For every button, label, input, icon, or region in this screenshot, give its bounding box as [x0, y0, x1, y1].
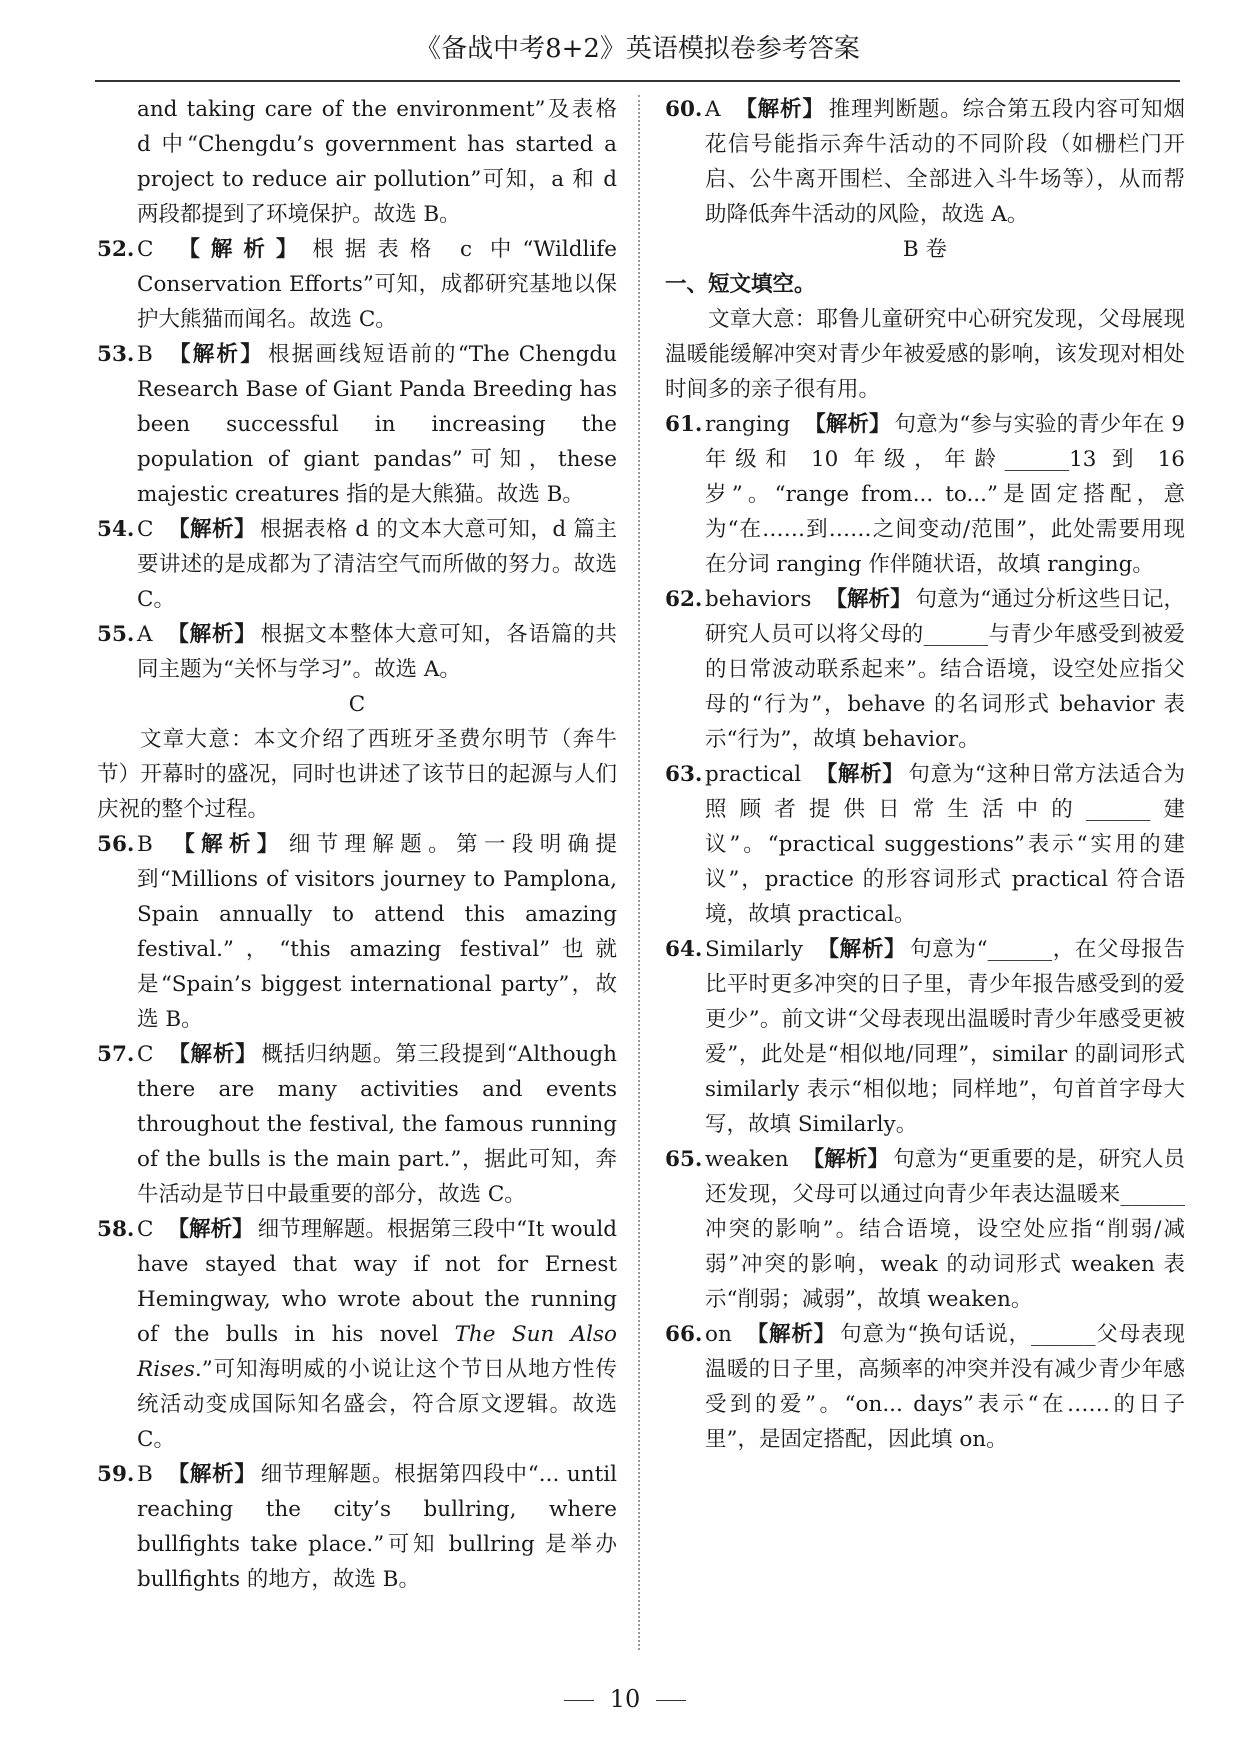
analysis-tag: 【解析】	[167, 1042, 258, 1067]
analysis-tag: 【解析】	[802, 1147, 890, 1172]
analysis-tag: 【解析】	[166, 832, 285, 857]
section-heading-b: B 卷	[902, 237, 948, 262]
question-number: 54.	[97, 517, 135, 542]
answer: A	[137, 622, 153, 647]
analysis-tag: 【解析】	[166, 1462, 257, 1487]
answer: ranging	[705, 412, 791, 437]
question-64	[665, 932, 1185, 1142]
column-divider	[638, 95, 640, 1650]
answer: C	[137, 1042, 154, 1067]
article-summary-b: 文章大意：耶鲁儿童研究中心研究发现，父母展现温暖能缓解冲突对青少年被爱感的影响，该发现对相处时间多的亲子很有用。	[665, 307, 1185, 402]
continued-paragraph: and taking care of the environment”及表格 d 中“Chengdu’s government has started a project to reduce air pollution”可知，a 和 d 两段都提到了环境保护。故选 B。	[137, 97, 617, 227]
explanation-end: .”可知海明威的小说让这个节日从地方性传统活动变成国际知名盛会，符合原文逻辑。故选 C。	[137, 1357, 617, 1452]
question-number: 61.	[665, 412, 703, 437]
explanation: 句意为“参与实验的青少年在 9 年级和 10 年级，年龄______13 到 16 岁”。“range from... to...”是固定搭配，意为“在……到……之间变动/范围”，此处需要用现在分词 ranging 作伴随状语，故填 ranging。	[705, 412, 1185, 577]
explanation: 句意为“______，在父母报告比平时更多冲突的日子里，青少年报告感受到的爱更少”。前文讲“父母表现出温暖时青少年感受更被爱”，此处是“相似地/同理”，similar 的副词形式 similarly 表示“相似地；同样地”，句首首字母大写，故填 Similarly。	[705, 937, 1185, 1137]
analysis-tag: 【解析】	[166, 342, 264, 367]
analysis-tag: 【解析】	[167, 1217, 254, 1242]
question-number: 64.	[665, 937, 703, 962]
question-60	[665, 92, 1185, 232]
question-53	[97, 337, 617, 512]
analysis-tag: 【解析】	[166, 622, 257, 647]
explanation: 细节理解题。根据第四段中“... until reaching the city’s bullring, where bullfights take place.”可知 bullring 是举办 bullfights 的地方，故选 B。	[137, 1462, 617, 1592]
answer: behaviors	[705, 587, 812, 612]
explanation: 细节理解题。第一段明确提到“Millions of visitors journey to Pamplona, Spain annually to attend this amazing festival.”，“this amazing festival”也就是“Spain’s biggest international party”，故选 B。	[137, 832, 617, 1032]
question-65	[665, 1142, 1185, 1317]
question-number: 59.	[97, 1462, 135, 1487]
explanation: 句意为“通过分析这些日记，研究人员可以将父母的______与青少年感受到被爱的日常波动联系起来”。结合语境，设空处应指父母的“行为”，behave 的名词形式 behavior 表示“行为”，故填 behavior。	[705, 587, 1185, 752]
explanation: 概括归纳题。第三段提到“Although there are many activities and events throughout the festival, the famous running of the bulls is the main part.”，据此可知，奔牛活动是节日中最重要的部分，故选 C。	[137, 1042, 617, 1207]
question-52	[97, 232, 617, 337]
header-title: 《备战中考8+2》英语模拟卷参考答案	[415, 34, 860, 64]
answer: weaken	[705, 1147, 789, 1172]
question-54	[97, 512, 617, 617]
answer: B	[137, 1462, 153, 1487]
question-56	[97, 827, 617, 1037]
question-62	[665, 582, 1185, 757]
answer: A	[705, 97, 721, 122]
question-number: 57.	[97, 1042, 135, 1067]
answer: B	[137, 342, 153, 367]
question-number: 55.	[97, 622, 135, 647]
question-57	[97, 1037, 617, 1212]
question-66	[665, 1317, 1185, 1457]
explanation: 细节理解题。根据第三段中“It would have stayed that way if not for Ernest Hemingway, who wrote about the running of the bulls in his novel	[137, 1217, 617, 1347]
question-number: 52.	[97, 237, 135, 262]
explanation: 根据表格 c 中“Wildlife Conservation Efforts”可知，成都研究基地以保护大熊猫而闻名。故选 C。	[137, 237, 617, 332]
question-59	[97, 1457, 617, 1597]
question-number: 60.	[665, 97, 703, 122]
novel-title: The Sun Also Rises	[137, 1322, 617, 1382]
explanation: 根据画线短语前的“The Chengdu Research Base of Giant Panda Breeding has been successful in increasing the population of giant pandas”可知，these majestic creatures 指的是大熊猫。故选 B。	[137, 342, 617, 507]
analysis-tag: 【解析】	[167, 517, 256, 542]
explanation: 句意为“这种日常方法适合为照顾者提供日常生活中的______建议”。“practical suggestions”表示“实用的建议”，practice 的形容词形式 practical 符合语境，故填 practical。	[705, 762, 1185, 927]
explanation: 根据文本整体大意可知，各语篇的共同主题为“关怀与学习”。故选 A。	[137, 622, 617, 682]
analysis-tag: 【解析】	[815, 762, 905, 787]
answer: Similarly	[705, 937, 803, 962]
analysis-tag: 【解析】	[825, 587, 912, 612]
question-55	[97, 617, 617, 687]
answer: practical	[705, 762, 802, 787]
analysis-tag: 【解析】	[804, 412, 891, 437]
page-number: 10	[609, 1685, 641, 1713]
answer: C	[137, 517, 154, 542]
analysis-tag: 【解析】	[745, 1322, 837, 1347]
answer: B	[137, 832, 153, 857]
article-summary-c: 文章大意：本文介绍了西班牙圣费尔明节（奔牛节）开幕时的盛况，同时也讲述了该节日的起源与人们庆祝的整个过程。	[97, 727, 617, 822]
answer: on	[705, 1322, 732, 1347]
explanation: 推理判断题。综合第五段内容可知烟花信号能指示奔牛活动的不同阶段（如栅栏门开启、公牛离开围栏、全部进入斗牛场等），从而帮助降低奔牛活动的风险，故选 A。	[705, 97, 1185, 227]
footer-dash-left	[564, 1700, 594, 1701]
question-number: 56.	[97, 832, 135, 857]
question-61	[665, 407, 1185, 582]
right-column	[665, 92, 1185, 1457]
left-column	[97, 92, 617, 1597]
answer: C	[137, 237, 154, 262]
question-number: 53.	[97, 342, 135, 367]
page-footer	[0, 1685, 1250, 1713]
question-number: 66.	[665, 1322, 703, 1347]
footer-dash-right	[656, 1700, 686, 1701]
analysis-tag: 【解析】	[734, 97, 825, 122]
question-58	[97, 1212, 617, 1457]
explanation: 根据表格 d 的文本大意可知，d 篇主要讲述的是成都为了清洁空气而所做的努力。故选 C。	[137, 517, 617, 612]
explanation: 句意为“换句话说，______父母表现温暖的日子里，高频率的冲突并没有减少青少年感受到的爱”。“on... days”表示“在……的日子里”，是固定搭配，因此填 on。	[705, 1322, 1185, 1452]
section-title-cloze: 一、短文填空。	[665, 272, 816, 297]
question-number: 58.	[97, 1217, 135, 1242]
section-heading-c: C	[348, 692, 366, 717]
analysis-tag: 【解析】	[167, 237, 309, 262]
question-63	[665, 757, 1185, 932]
explanation: 句意为“更重要的是，研究人员还发现，父母可以通过向青少年表达温暖来______冲突的影响”。结合语境，设空处应指“削弱/减弱”冲突的影响，weak 的动词形式 weaken 表示“削弱；减弱”，故填 weaken。	[705, 1147, 1185, 1312]
question-number: 65.	[665, 1147, 703, 1172]
answer: C	[137, 1217, 154, 1242]
question-number: 62.	[665, 587, 703, 612]
question-number: 63.	[665, 762, 703, 787]
analysis-tag: 【解析】	[816, 937, 907, 962]
page-header	[95, 18, 1180, 82]
